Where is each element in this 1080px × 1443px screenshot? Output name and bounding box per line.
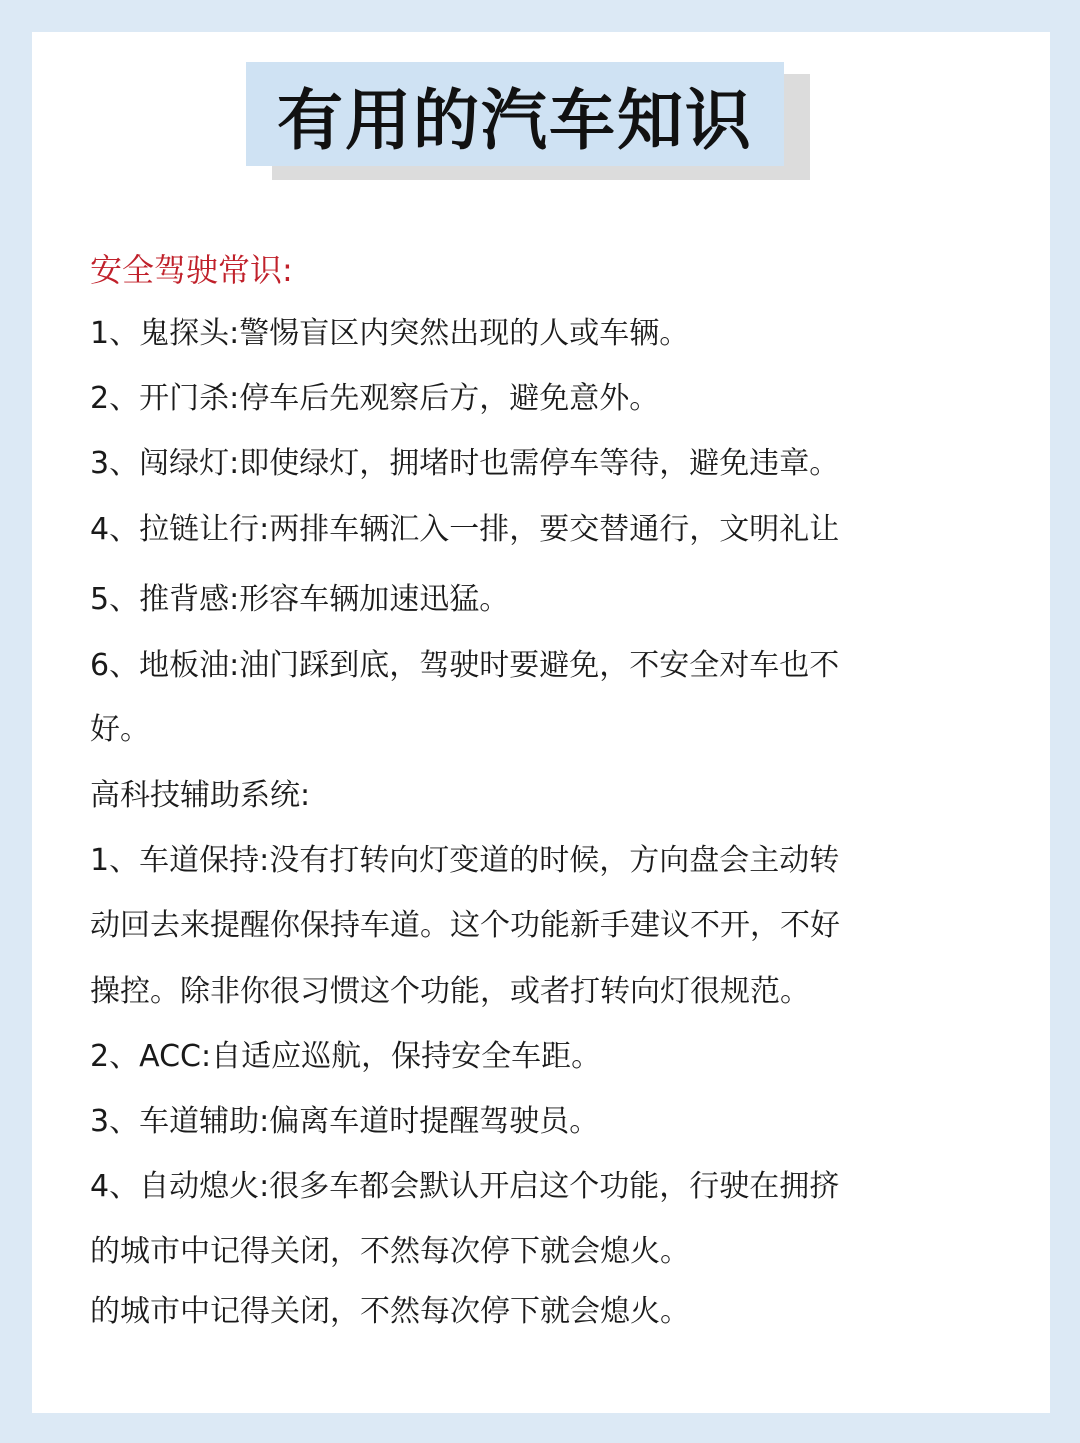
list-item: 动回去来提醒你保持车道。这个功能新手建议不开，不好	[90, 908, 840, 943]
list-item: 1、车道保持:没有打转向灯变道的时候，方向盘会主动转	[90, 843, 840, 878]
list-item: 6、地板油:油门踩到底，驾驶时要避免，不安全对车也不	[90, 648, 840, 683]
section-heading-tech: 高科技辅助系统:	[90, 778, 311, 813]
list-item: 的城市中记得关闭，不然每次停下就会熄火。	[90, 1234, 690, 1269]
content-card	[32, 32, 1050, 1413]
list-item: 操控。除非你很习惯这个功能，或者打转向灯很规范。	[90, 974, 810, 1009]
list-item: 2、开门杀:停车后先观察后方，避免意外。	[90, 381, 660, 416]
list-item: 的城市中记得关闭，不然每次停下就会熄火。	[90, 1294, 690, 1329]
list-item: 2、ACC:自适应巡航，保持安全车距。	[90, 1039, 602, 1074]
section-heading-safety: 安全驾驶常识:	[90, 251, 293, 289]
list-item: 4、自动熄火:很多车都会默认开启这个功能，行驶在拥挤	[90, 1169, 840, 1204]
page-title: 有用的汽车知识	[277, 81, 753, 159]
list-item: 3、闯绿灯:即使绿灯，拥堵时也需停车等待，避免违章。	[90, 446, 840, 481]
list-item: 4、拉链让行:两排车辆汇入一排，要交替通行，文明礼让	[90, 512, 840, 547]
list-item: 好。	[90, 712, 150, 747]
list-item: 5、推背感:形容车辆加速迅猛。	[90, 582, 510, 617]
title-box	[246, 62, 784, 166]
list-item: 3、车道辅助:偏离车道时提醒驾驶员。	[90, 1104, 600, 1139]
list-item: 1、鬼探头:警惕盲区内突然出现的人或车辆。	[90, 316, 690, 351]
